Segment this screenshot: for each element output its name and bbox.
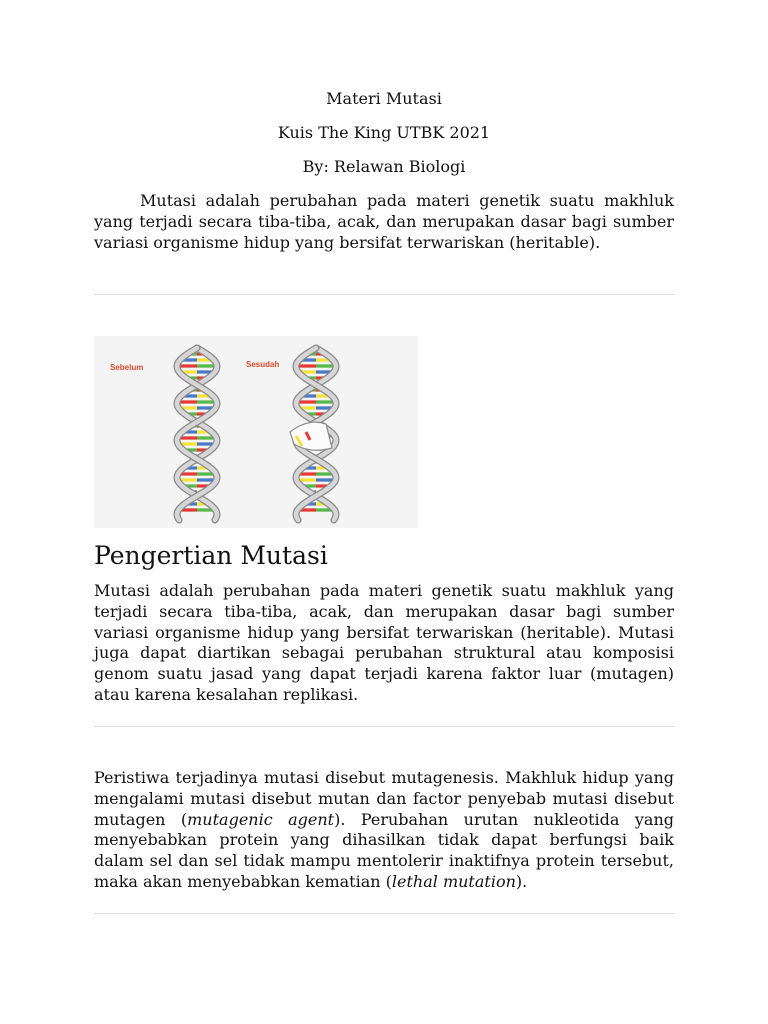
doc-title: Materi Mutasi bbox=[326, 89, 442, 108]
term-mutagenic-agent: mutagenic agent bbox=[187, 809, 335, 829]
divider bbox=[94, 726, 674, 727]
paragraph-text: ). Perubahan urutan nukleotida yang menyebabkan protein yang dihasilkan tidak dapat berfungsi baik dalam sel dan sel tidak mampu mentolerir inaktifnya protein tersebut, maka akan menyebabkan kematian ( bbox=[94, 809, 674, 891]
dna-helix-after bbox=[290, 348, 336, 520]
paragraph-text: ). bbox=[515, 871, 528, 891]
label-after: Sesudah bbox=[246, 360, 280, 369]
divider bbox=[94, 913, 674, 914]
mutagenesis-paragraph bbox=[94, 768, 674, 893]
divider bbox=[94, 294, 674, 295]
doc-author: By: Relawan Biologi bbox=[302, 157, 466, 176]
definition-paragraph: Mutasi adalah perubahan pada materi genetik suatu makhluk yang terjadi secara tiba-tiba, acak, dan merupakan dasar bagi sumber variasi organisme hidup yang bersifat terwariskan (heritable). Mutasi juga dapat diartikan sebagai perubahan struktural atau komposisi genom suatu jasad yang dapat terjadi karena faktor luar (mutagen) atau karena kesalahan replikasi. bbox=[94, 581, 674, 704]
intro-paragraph: Mutasi adalah perubahan pada materi genetik suatu makhluk yang terjadi secara tiba-tiba, acak, dan merupakan dasar bagi sumber variasi organisme hidup yang bersifat terwariskan (heritable). bbox=[94, 191, 674, 252]
term-lethal-mutation: lethal mutation bbox=[391, 871, 516, 891]
section-heading: Pengertian Mutasi bbox=[94, 541, 328, 570]
doc-subtitle: Kuis The King UTBK 2021 bbox=[277, 123, 491, 142]
dna-illustration bbox=[94, 336, 418, 528]
label-before: Sebelum bbox=[110, 363, 144, 372]
paragraph-text: Peristiwa terjadinya mutasi disebut mutagenesis. Makhluk hidup yang mengalami mutasi disebut mutan dan factor penyebab mutasi disebut mutagen ( bbox=[94, 768, 674, 829]
dna-helix-before bbox=[177, 348, 217, 520]
dna-mutation-figure bbox=[94, 336, 418, 528]
